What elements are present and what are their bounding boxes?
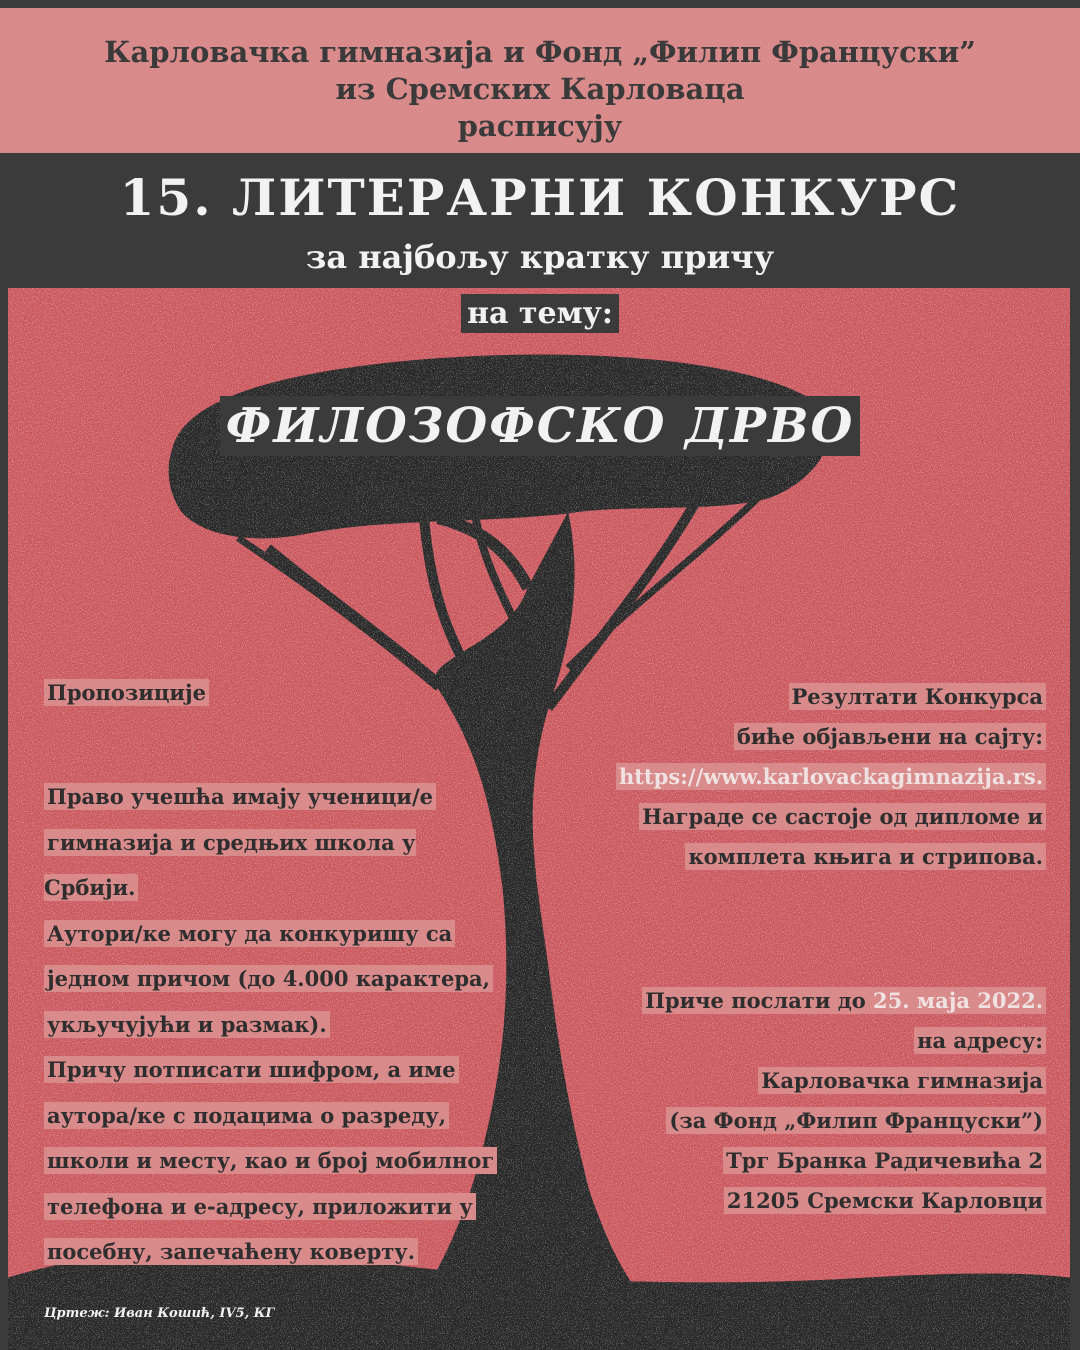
submission-prefix: Приче послати до xyxy=(645,988,874,1013)
theme-title xyxy=(0,398,1080,454)
results-block xyxy=(586,678,1046,878)
proposition-line: једном причом (до 4.000 карактера, xyxy=(44,957,514,1003)
contest-title: 15. ЛИТЕРАРНИ КОНКУРС xyxy=(119,168,961,227)
results-line: Резултати Конкурса xyxy=(586,678,1046,718)
propositions-heading-block xyxy=(44,680,514,705)
proposition-line: укључујући и размак). xyxy=(44,1003,514,1049)
results-line: комплета књига и стрипова. xyxy=(586,838,1046,878)
submission-deadline: 25. маја 2022. xyxy=(873,988,1043,1013)
propositions-list xyxy=(44,775,514,1276)
submission-block xyxy=(586,982,1046,1222)
theme-label-text: на тему: xyxy=(461,294,619,333)
submission-deadline-line xyxy=(586,982,1046,1022)
results-website-link[interactable]: https://www.karlovackagimnazija.rs. xyxy=(586,758,1046,798)
proposition-line: Аутори/ке могу да конкуришу са xyxy=(44,912,514,958)
submission-line: Трг Бранка Радичевића 2 xyxy=(586,1142,1046,1182)
results-line: Награде се састоје од дипломе и xyxy=(586,798,1046,838)
propositions-heading: Пропозиције xyxy=(44,679,209,706)
submission-line: на адресу: xyxy=(586,1022,1046,1062)
proposition-line: посебну, запечаћену коверту. xyxy=(44,1230,514,1276)
theme-title-text: ФИЛОЗОФСКО ДРВО xyxy=(220,396,861,456)
organizer-line-1: Карловачка гимназија и Фонд „Филип Француски” xyxy=(104,35,976,69)
proposition-line: аутора/ке с подацима о разреду, xyxy=(44,1094,514,1140)
submission-line: 21205 Сремски Карловци xyxy=(586,1182,1046,1222)
proposition-line: школи и месту, као и број мобилног xyxy=(44,1139,514,1185)
organizer-band xyxy=(0,8,1080,153)
submission-line: (за Фонд „Филип Француски”) xyxy=(586,1102,1046,1142)
organizer-line-2: из Сремских Карловаца xyxy=(335,72,745,106)
proposition-line: телефона и е-адресу, приложити у xyxy=(44,1185,514,1231)
theme-label xyxy=(0,296,1080,331)
organizer-line-3: расписују xyxy=(457,109,623,143)
contest-subtitle: за најбољу кратку причу xyxy=(305,238,775,276)
proposition-line: гимназија и средњих школа у Србији. xyxy=(44,829,416,900)
results-line: биће објављени на сајту: xyxy=(586,718,1046,758)
proposition-line: Причу потписати шифром, а име xyxy=(44,1048,514,1094)
submission-line: Карловачка гимназија xyxy=(586,1062,1046,1102)
proposition-line: Право учешћа имају ученици/е xyxy=(44,775,514,821)
drawing-credit: Цртеж: Иван Кошић, IV5, КГ xyxy=(44,1306,275,1321)
